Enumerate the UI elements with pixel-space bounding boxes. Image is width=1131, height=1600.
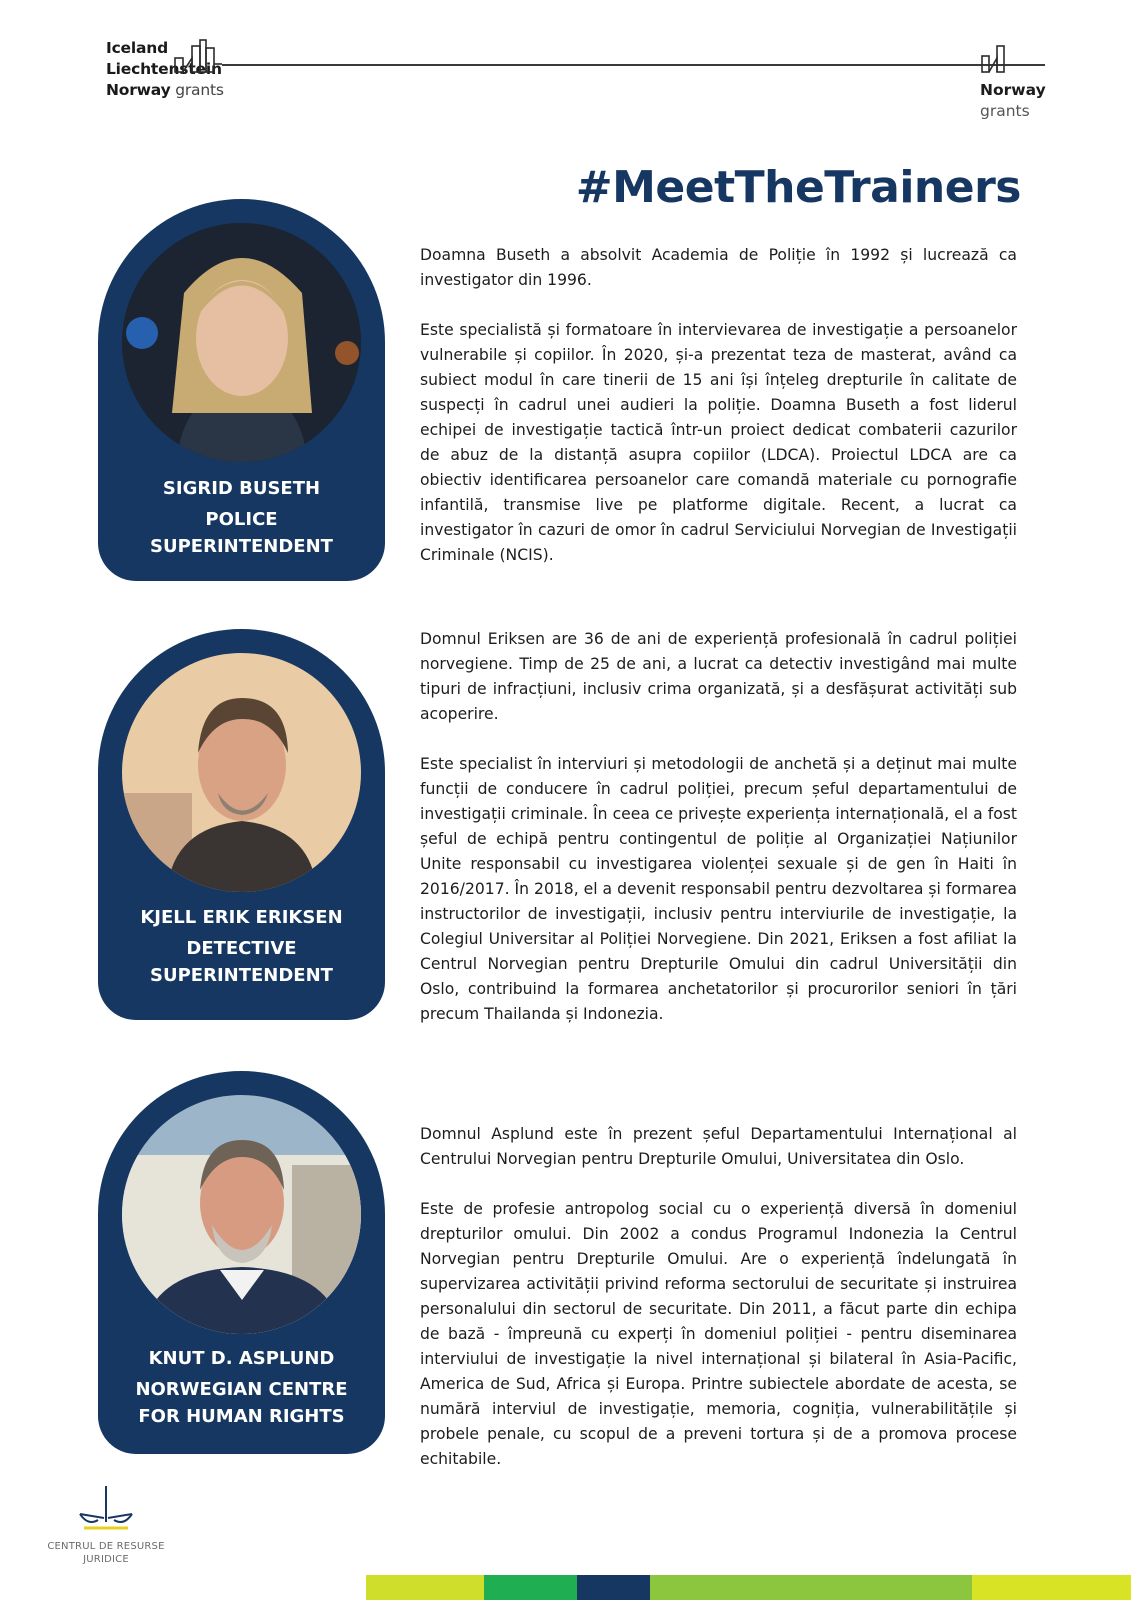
scales-icon	[66, 1484, 146, 1536]
page-title: #MeetTheTrainers	[575, 162, 1021, 213]
trainer-name: KJELL ERIK ERIKSEN	[140, 907, 343, 928]
footer-color-bar	[484, 1575, 577, 1600]
footer-color-bar	[366, 1575, 484, 1600]
trainer-bio-buseth	[420, 243, 1017, 568]
footer-logo-text: JURIDICE	[83, 1554, 129, 1565]
bio-paragraph: Domnul Eriksen are 36 de ani de experiență profesională în cadrul poliției norvegiene. Timp de 25 de ani, a lucrat ca detectiv investigând mai multe tipuri de infracțiuni, inclusiv crima organizată, și a desfășurat activități sub acoperire.	[420, 630, 1017, 723]
trainer-role: DETECTIVE	[186, 938, 297, 959]
trainer-role: SUPERINTENDENT	[150, 965, 333, 986]
footer-color-bar	[577, 1575, 650, 1600]
logo-word-grants: grants	[980, 102, 1030, 120]
bio-paragraph: Domnul Asplund este în prezent șeful Departamentului Internațional al Centrului Norvegian pentru Drepturile Omului, Universitatea din Oslo.	[420, 1125, 1017, 1168]
footer-color-bar	[972, 1575, 1131, 1600]
logo-word-grants: grants	[175, 81, 224, 99]
trainer-role: POLICE	[205, 509, 278, 530]
trainer-card-asplund	[98, 1071, 385, 1454]
trainer-photo	[122, 223, 361, 462]
trainer-photo	[122, 653, 361, 892]
trainer-role: SUPERINTENDENT	[150, 536, 333, 557]
bio-paragraph: Este specialist în interviuri și metodologii de anchetă și a deținut mai multe funcții de conducere în cadrul poliției, precum șeful departamentului de investigații criminale. În ceea ce privește experiența internațională, el a fost șeful de echipă pentru contingentul de poliție al Organizației Națiunilor Unite responsabil cu investigarea violenței sexuale și de gen în Haiti în 2016/2017. În 2018, el a devenit responsabil pentru dezvoltarea și formarea instructorilor de investigații, inclusiv pentru interviurile de investigație, la Colegiul Universitar al Poliției Norvegiene. Din 2021, Eriksen a fost afiliat la Centrul Norvegian pentru Drepturile Omului din cadrul Universității din Oslo, contribuind la formarea anchetatorilor și procurorilor seniori în țări precum Thailanda și Indonezia.	[420, 755, 1017, 1023]
footer-logo-text: CENTRUL DE RESURSE	[47, 1541, 165, 1552]
trainer-photo	[122, 1095, 361, 1334]
trainer-card-buseth	[98, 199, 385, 581]
footer-color-bar	[650, 1575, 972, 1600]
logo-word-norway: Norway	[106, 81, 171, 99]
skyline-icon	[980, 44, 1046, 76]
trainer-role: FOR HUMAN RIGHTS	[138, 1406, 345, 1427]
trainer-name: SIGRID BUSETH	[162, 478, 321, 499]
logo-word-iceland: Iceland	[106, 39, 168, 57]
bio-paragraph: Este de profesie antropolog social cu o experiență diversă în domeniul drepturilor omului. Din 2002 a condus Programul Indonezia la Centrul Norvegian pentru Drepturile Omului. Are o experiență îndelungată în supervizarea activității privind reforma sectorului de securitate și instruirea personalului din sectorul de securitate. Din 2011, a făcut parte din echipa de bază - împreună cu experți în domeniul poliției - pentru diseminarea interviului de investigație la nivel internațional și bilateral în Asia-Pacific, America de Sud, Africa și Europa. Printre subiectele abordate de acesta, se numără interviul de investigație, memoria, cogniția, vulnerabilitățile și probele penale, cu scopul de a preveni tortura și de a promova procese echitabile.	[420, 1200, 1017, 1468]
logo-word-norway: Norway	[980, 81, 1046, 99]
bio-paragraph: Este specialistă și formatoare în intervievarea de investigație a persoanelor vulnerabile și copiilor. În 2020, și-a prezentat teza de masterat, având ca subiect modul în care tinerii de 15 ani își înțeleg drepturile în calitate de suspecți în cadrul unei audieri la poliție. Doamna Buseth a fost liderul echipei de investigație tactică într-un proiect dedicat combaterii cazurilor de abuz de la distanță asupra copiilor (LDCA). Proiectul LDCA are ca obiectiv identificarea persoanelor care comandă materiale cu pornografie infantilă, transmise live pe platforme digitale. Recent, a lucrat ca investigator în cazuri de omor în cadrul Serviciului Norvegian de Investigații Criminale (NCIS).	[420, 321, 1017, 564]
logo-word-liechtenstein: Liechtenstein	[106, 60, 222, 78]
trainer-bio-eriksen	[420, 627, 1017, 1027]
centrul-de-resurse-juridice-logo	[42, 1484, 170, 1566]
iceland-liechtenstein-norway-grants-logo	[106, 38, 224, 101]
trainer-card-eriksen	[98, 629, 385, 1020]
trainer-name: KNUT D. ASPLUND	[148, 1348, 335, 1369]
skyline-icon	[174, 38, 224, 74]
bio-paragraph: Doamna Buseth a absolvit Academia de Poliție în 1992 și lucrează ca investigator din 1996.	[420, 246, 1017, 289]
trainer-bio-asplund	[420, 1122, 1017, 1472]
header-rule	[222, 64, 1045, 66]
trainer-role: NORWEGIAN CENTRE	[135, 1379, 348, 1400]
